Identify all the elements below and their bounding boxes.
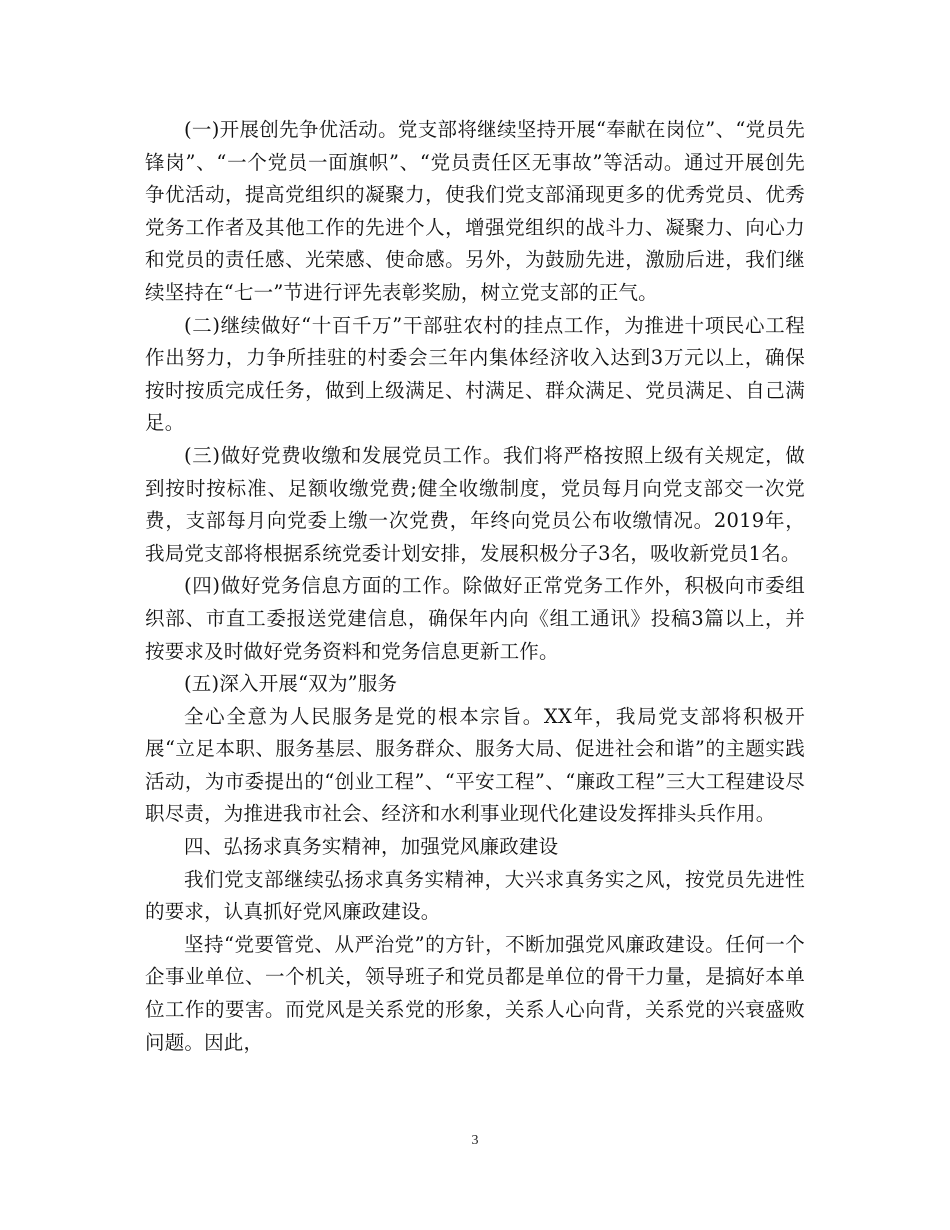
paragraph-4: (四)做好党务信息方面的工作。除做好正常党务工作外，积极向市委组织部、市直工委报送党建信息，确保年内向《组工通讯》投稿3篇以上，并按要求及时做好党务资料和党务信息更新工作。 [145,574,805,663]
paragraph-3: (三)做好党费收缴和发展党员工作。我们将严格按照上级有关规定，做到按时按标准、足额收缴党费;健全收缴制度，党员每月向党支部交一次党费，支部每月向党委上缴一次党费，年终向党员公布收缴情况。2019年，我局党支部将根据系统党委计划安排，发展积极分子3名，吸收新党员1名。 [145,443,805,565]
paragraph-5-heading: (五)深入开展“双为”服务 [184,672,398,696]
paragraph-9: 坚持“党要管党、从严治党”的方针，不断加强党风廉政建设。任何一个企事业单位、一个机关，领导班子和党员都是单位的骨干力量，是搞好本单位工作的要害。而党风是关系党的形象，关系人心向背，关系党的兴衰盛败问题。因此， [145,932,805,1054]
section-heading: 四、弘扬求真务实精神，加强党风廉政建设 [184,835,559,859]
paragraph-2: (二)继续做好“十百千万”干部驻农村的挂点工作，为推进十项民心工程作出努力，力争所挂驻的村委会三年内集体经济收入达到3万元以上，确保按时按质完成任务，做到上级满足、村满足、群众满足、党员满足、自己满足。 [145,313,805,435]
paragraph-1: (一)开展创先争优活动。党支部将继续坚持开展“奉献在岗位”、“党员先锋岗”、“一个党员一面旗帜”、“党员责任区无事故”等活动。通过开展创先争优活动，提高党组织的凝聚力，使我们党支部涌现更多的优秀党员、优秀党务工作者及其他工作的先进个人，增强党组织的战斗力、凝聚力、向心力和党员的责任感、光荣感、使命感。另外，为鼓励先进，激励后进，我们继续坚持在“七一”节进行评先表彰奖励，树立党支部的正气。 [145,118,805,304]
paragraph-8: 我们党支部继续弘扬求真务实精神，大兴求真务实之风，按党员先进性的要求，认真抓好党风廉政建设。 [145,867,805,924]
paragraph-6: 全心全意为人民服务是党的根本宗旨。XX年，我局党支部将积极开展“立足本职、服务基层、服务群众、服务大局、促进社会和谐”的主题实践活动，为市委提出的“创业工程”、“平安工程”、“廉政工程”三大工程建设尽职尽责，为推进我市社会、经济和水利事业现代化建设发挥排头兵作用。 [145,704,805,826]
page-number: 3 [471,1133,479,1148]
document-body [145,114,805,1059]
